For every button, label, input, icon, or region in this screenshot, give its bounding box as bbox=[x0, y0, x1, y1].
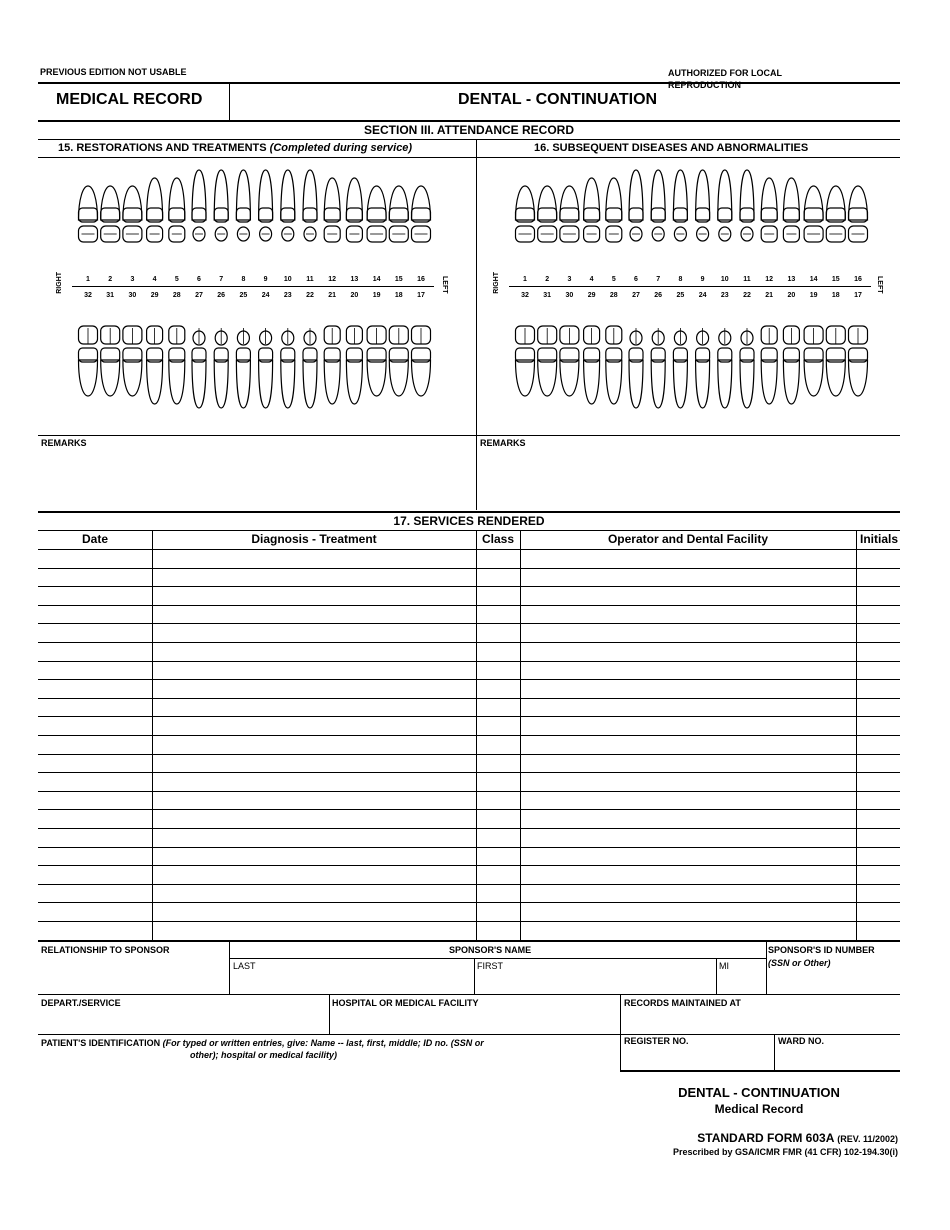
ward-label: WARD NO. bbox=[778, 1036, 824, 1046]
right-chart-upper-tooth-number: 15 bbox=[831, 276, 840, 283]
left-chart-upper-tooth-number: 13 bbox=[350, 276, 359, 283]
mi-field[interactable] bbox=[718, 972, 764, 992]
sponsor-name-rule bbox=[230, 958, 766, 959]
upper-tooth[interactable] bbox=[303, 170, 317, 241]
relationship-field[interactable] bbox=[40, 958, 226, 992]
service-row[interactable] bbox=[38, 699, 900, 716]
lower-tooth[interactable] bbox=[79, 326, 98, 396]
lower-tooth[interactable] bbox=[192, 328, 206, 408]
footer-divider-b bbox=[766, 942, 767, 994]
hospital-field[interactable] bbox=[332, 1010, 616, 1032]
mi-label: MI bbox=[719, 961, 729, 971]
left-chart-upper-tooth-number: 8 bbox=[241, 276, 246, 283]
service-row[interactable] bbox=[38, 810, 900, 827]
services-title: 17. SERVICES RENDERED bbox=[393, 514, 545, 528]
lower-tooth[interactable] bbox=[516, 326, 535, 396]
upper-tooth[interactable] bbox=[324, 178, 340, 242]
left-chart-upper-tooth-number: 2 bbox=[108, 276, 113, 283]
lower-tooth[interactable] bbox=[606, 326, 622, 404]
right-chart-upper-tooth-number: 1 bbox=[523, 276, 527, 283]
lower-tooth[interactable] bbox=[169, 326, 185, 404]
service-row[interactable] bbox=[38, 717, 900, 734]
left-chart-lower-tooth-number: 26 bbox=[217, 292, 226, 299]
footer-divider-g bbox=[774, 1034, 775, 1070]
service-row[interactable] bbox=[38, 829, 900, 846]
lower-tooth[interactable] bbox=[101, 326, 120, 396]
remarks-left-label: REMARKS bbox=[41, 438, 87, 448]
lower-tooth[interactable] bbox=[849, 326, 868, 396]
footer-divider-f bbox=[620, 994, 621, 1070]
patient-id-block bbox=[41, 1038, 484, 1048]
upper-tooth[interactable] bbox=[651, 170, 665, 241]
prescribed-label: Prescribed by GSA/ICMR FMR (41 CFR) 102-194.30(i) bbox=[672, 1147, 898, 1157]
lower-tooth[interactable] bbox=[236, 328, 250, 408]
right-chart-lower-tooth-number: 18 bbox=[831, 292, 840, 299]
lower-tooth[interactable] bbox=[538, 326, 557, 396]
lower-tooth[interactable] bbox=[346, 326, 362, 404]
lower-tooth[interactable] bbox=[740, 328, 754, 408]
left-chart-lower-tooth-number: 29 bbox=[150, 292, 159, 299]
service-row[interactable] bbox=[38, 885, 900, 902]
lower-tooth[interactable] bbox=[412, 326, 431, 396]
upper-tooth[interactable] bbox=[101, 186, 120, 242]
right-chart-lower-tooth-number: 27 bbox=[632, 292, 640, 299]
right-chart-upper-tooth-number: 4 bbox=[589, 276, 594, 283]
col-operator: Operator and Dental Facility bbox=[607, 532, 769, 546]
right-chart-lower-tooth-number: 24 bbox=[698, 292, 707, 299]
upper-tooth[interactable] bbox=[673, 170, 687, 241]
sponsor-id-note: (SSN or Other) bbox=[768, 958, 831, 968]
footer-divider-c bbox=[474, 958, 475, 994]
right-chart-upper-tooth-number: 5 bbox=[611, 276, 616, 283]
upper-tooth[interactable] bbox=[389, 186, 408, 242]
footer-divider-d bbox=[716, 958, 717, 994]
services-header-row bbox=[38, 531, 900, 549]
service-row[interactable] bbox=[38, 662, 900, 679]
left-chart-upper-tooth-number: 10 bbox=[283, 276, 292, 283]
patient-id-field[interactable] bbox=[40, 1064, 616, 1124]
relationship-label: RELATIONSHIP TO SPONSOR bbox=[41, 945, 170, 955]
left-chart-lower-tooth-number: 31 bbox=[106, 292, 115, 299]
upper-tooth[interactable] bbox=[147, 178, 163, 242]
upper-tooth[interactable] bbox=[849, 186, 868, 242]
upper-tooth[interactable] bbox=[804, 186, 823, 242]
lower-tooth[interactable] bbox=[367, 326, 386, 396]
left-chart-upper-tooth-number: 3 bbox=[130, 276, 135, 283]
right-chart-upper-tooth-number: 9 bbox=[700, 276, 705, 283]
right-chart-lower-tooth-number: 31 bbox=[543, 292, 552, 299]
right-chart-lower-tooth-number: 20 bbox=[787, 292, 796, 299]
upper-tooth[interactable] bbox=[629, 170, 643, 241]
restorations-note: (Completed during service) bbox=[269, 142, 413, 154]
right-label: RIGHT bbox=[56, 272, 63, 294]
left-chart-lower-tooth-number: 27 bbox=[195, 292, 203, 299]
upper-tooth[interactable] bbox=[259, 170, 273, 241]
left-chart-lower-tooth-number: 28 bbox=[172, 292, 181, 299]
header-top-rule bbox=[38, 82, 900, 84]
left-chart-upper-tooth-number: 6 bbox=[197, 276, 201, 283]
lower-tooth[interactable] bbox=[804, 326, 823, 396]
remarks-left-field[interactable] bbox=[40, 450, 472, 508]
right-chart-lower-tooth-number: 25 bbox=[676, 292, 685, 299]
patient-id-note-2: other); hospital or medical facility) bbox=[190, 1050, 338, 1060]
upper-tooth[interactable] bbox=[236, 170, 250, 241]
right-chart-lower-tooth-number: 21 bbox=[765, 292, 774, 299]
lower-tooth[interactable] bbox=[651, 328, 665, 408]
header-divider bbox=[229, 83, 230, 121]
lower-tooth[interactable] bbox=[826, 326, 845, 396]
right-chart-upper-tooth-number: 8 bbox=[678, 276, 683, 283]
register-field[interactable] bbox=[624, 1048, 770, 1068]
left-chart-upper-tooth-number: 16 bbox=[417, 276, 425, 283]
left-chart-lower-tooth-number: 30 bbox=[128, 292, 137, 299]
upper-tooth[interactable] bbox=[718, 170, 732, 241]
depart-field[interactable] bbox=[40, 1010, 326, 1032]
upper-tooth[interactable] bbox=[560, 186, 579, 242]
service-row[interactable] bbox=[38, 866, 900, 883]
upper-tooth[interactable] bbox=[584, 178, 600, 242]
right-chart-upper-tooth-number: 16 bbox=[854, 276, 862, 283]
col-class: Class bbox=[481, 532, 515, 546]
left-chart-upper-tooth-number: 15 bbox=[394, 276, 403, 283]
service-row[interactable] bbox=[38, 773, 900, 790]
footer-divider-e bbox=[329, 994, 330, 1034]
first-name-field[interactable] bbox=[478, 972, 712, 992]
section-title: SECTION III. ATTENDANCE RECORD bbox=[363, 123, 574, 137]
left-chart-lower-tooth-number: 25 bbox=[239, 292, 248, 299]
right-chart-upper-tooth-number: 10 bbox=[720, 276, 729, 283]
upper-tooth[interactable] bbox=[214, 170, 228, 241]
left-chart-upper-tooth-number: 14 bbox=[372, 276, 381, 283]
upper-tooth[interactable] bbox=[367, 186, 386, 242]
services-top-rule bbox=[38, 511, 900, 513]
service-row[interactable] bbox=[38, 550, 900, 567]
left-chart-lower-tooth-number: 32 bbox=[84, 292, 92, 299]
right-chart-lower-tooth-number: 23 bbox=[720, 292, 729, 299]
section-rule bbox=[38, 139, 900, 140]
left-chart-upper-tooth-number: 1 bbox=[86, 276, 90, 283]
upper-tooth[interactable] bbox=[169, 178, 185, 242]
service-row[interactable] bbox=[38, 755, 900, 772]
lower-tooth[interactable] bbox=[761, 326, 777, 404]
lower-tooth[interactable] bbox=[629, 328, 643, 408]
upper-tooth[interactable] bbox=[696, 170, 710, 241]
service-row[interactable] bbox=[38, 736, 900, 753]
lower-tooth[interactable] bbox=[584, 326, 600, 404]
standard-form-line bbox=[697, 1131, 898, 1145]
left-chart-lower-tooth-number: 22 bbox=[306, 292, 314, 299]
service-row[interactable] bbox=[38, 922, 900, 939]
lower-tooth[interactable] bbox=[259, 328, 273, 408]
lower-tooth[interactable] bbox=[783, 326, 799, 404]
records-at-field[interactable] bbox=[624, 1010, 898, 1032]
footer-rule-2 bbox=[38, 1034, 900, 1035]
tooth-number-rule bbox=[72, 286, 434, 287]
right-chart-lower-tooth-number: 29 bbox=[587, 292, 596, 299]
header-bottom-rule bbox=[38, 120, 900, 122]
right-chart-upper-tooth-number: 12 bbox=[765, 276, 774, 283]
register-label: REGISTER NO. bbox=[624, 1036, 689, 1046]
right-chart-upper-tooth-number: 6 bbox=[634, 276, 638, 283]
upper-tooth[interactable] bbox=[761, 178, 777, 242]
medical-record-label: MEDICAL RECORD bbox=[56, 91, 203, 108]
services-bottom-rule bbox=[38, 940, 900, 942]
upper-tooth[interactable] bbox=[123, 186, 142, 242]
hospital-label: HOSPITAL OR MEDICAL FACILITY bbox=[332, 998, 479, 1008]
right-chart-upper-tooth-number: 2 bbox=[545, 276, 550, 283]
left-chart-lower-tooth-number: 18 bbox=[394, 292, 403, 299]
depart-label: DEPART./SERVICE bbox=[41, 998, 121, 1008]
right-chart-lower-tooth-number: 26 bbox=[654, 292, 663, 299]
lower-tooth[interactable] bbox=[324, 326, 340, 404]
upper-tooth[interactable] bbox=[538, 186, 557, 242]
left-chart-lower-tooth-number: 23 bbox=[283, 292, 292, 299]
records-at-label: RECORDS MAINTAINED AT bbox=[624, 998, 741, 1008]
last-label: LAST bbox=[233, 961, 256, 971]
lower-tooth[interactable] bbox=[303, 328, 317, 408]
bottom-title: DENTAL - CONTINUATION bbox=[678, 1085, 840, 1100]
right-chart-lower-tooth-number: 30 bbox=[565, 292, 574, 299]
upper-tooth[interactable] bbox=[516, 186, 535, 242]
sponsor-id-field[interactable] bbox=[768, 972, 898, 992]
left-chart-lower-tooth-number: 17 bbox=[417, 292, 425, 299]
lower-tooth[interactable] bbox=[214, 328, 228, 408]
standard-form-label: STANDARD FORM 603A bbox=[697, 1131, 834, 1145]
right-chart-upper-tooth-number: 13 bbox=[787, 276, 796, 283]
bottom-subtitle: Medical Record bbox=[714, 1102, 804, 1116]
left-chart-lower-tooth-number: 20 bbox=[350, 292, 359, 299]
left-chart-lower-tooth-number: 21 bbox=[328, 292, 337, 299]
left-chart-upper-tooth-number: 12 bbox=[328, 276, 337, 283]
left-chart-upper-tooth-number: 4 bbox=[152, 276, 157, 283]
upper-tooth[interactable] bbox=[826, 186, 845, 242]
left-chart-upper-tooth-number: 9 bbox=[263, 276, 268, 283]
left-label-2: LEFT bbox=[876, 276, 883, 294]
patient-id-label: PATIENT'S IDENTIFICATION bbox=[41, 1038, 161, 1048]
form-title: DENTAL - CONTINUATION bbox=[458, 91, 658, 108]
right-chart-lower-tooth-number: 19 bbox=[809, 292, 818, 299]
revision-label: (REV. 11/2002) bbox=[837, 1134, 898, 1144]
first-label: FIRST bbox=[477, 961, 503, 971]
remarks-rule bbox=[38, 435, 900, 436]
left-chart-lower-tooth-number: 24 bbox=[261, 292, 270, 299]
ward-field[interactable] bbox=[778, 1048, 898, 1068]
upper-tooth[interactable] bbox=[783, 178, 799, 242]
service-row[interactable] bbox=[38, 569, 900, 586]
left-label: LEFT bbox=[441, 276, 448, 294]
chart-top-rule bbox=[38, 157, 900, 158]
service-row[interactable] bbox=[38, 903, 900, 920]
restorations-title bbox=[58, 142, 412, 154]
authorized-note: AUTHORIZED FOR LOCAL REPRODUCTION bbox=[668, 68, 782, 90]
upper-tooth[interactable] bbox=[346, 178, 362, 242]
sponsor-name-label: SPONSOR'S NAME bbox=[449, 945, 532, 955]
lower-tooth[interactable] bbox=[673, 328, 687, 408]
service-row[interactable] bbox=[38, 624, 900, 641]
right-chart-upper-tooth-number: 3 bbox=[567, 276, 572, 283]
right-label-2: RIGHT bbox=[493, 272, 500, 294]
previous-edition-note: PREVIOUS EDITION NOT USABLE bbox=[40, 67, 187, 77]
diseases-title: 16. SUBSEQUENT DISEASES AND ABNORMALITIES bbox=[534, 142, 809, 154]
right-chart-lower-tooth-number: 32 bbox=[521, 292, 529, 299]
col-date: Date bbox=[81, 532, 108, 546]
patient-id-note-1: (For typed or written entries, give: Name -- last, first, middle; ID no. (SSN or bbox=[162, 1038, 484, 1048]
service-row[interactable] bbox=[38, 643, 900, 660]
restorations-label: 15. RESTORATIONS AND TREATMENTS bbox=[58, 142, 267, 154]
lower-tooth[interactable] bbox=[696, 328, 710, 408]
right-chart-upper-tooth-number: 14 bbox=[809, 276, 818, 283]
footer-divider-a bbox=[229, 942, 230, 994]
lower-tooth[interactable] bbox=[389, 326, 408, 396]
footer-rule-3 bbox=[620, 1070, 900, 1072]
right-chart-upper-tooth-number: 11 bbox=[743, 276, 751, 283]
lower-tooth[interactable] bbox=[123, 326, 142, 396]
upper-tooth[interactable] bbox=[192, 170, 206, 241]
upper-tooth[interactable] bbox=[606, 178, 622, 242]
right-chart-lower-tooth-number: 22 bbox=[743, 292, 751, 299]
right-chart-lower-tooth-number: 28 bbox=[609, 292, 618, 299]
service-row[interactable] bbox=[38, 680, 900, 697]
right-chart-lower-tooth-number: 17 bbox=[854, 292, 862, 299]
remarks-right-label: REMARKS bbox=[480, 438, 526, 448]
right-chart-upper-tooth-number: 7 bbox=[656, 276, 661, 283]
service-row[interactable] bbox=[38, 792, 900, 809]
lower-tooth[interactable] bbox=[718, 328, 732, 408]
upper-tooth[interactable] bbox=[740, 170, 754, 241]
col-diagnosis: Diagnosis - Treatment bbox=[251, 532, 377, 546]
service-row[interactable] bbox=[38, 848, 900, 865]
lower-tooth[interactable] bbox=[281, 328, 295, 408]
upper-tooth[interactable] bbox=[79, 186, 98, 242]
left-chart-upper-tooth-number: 5 bbox=[174, 276, 179, 283]
col-initials: Initials bbox=[859, 532, 898, 546]
upper-tooth[interactable] bbox=[281, 170, 295, 241]
upper-tooth[interactable] bbox=[412, 186, 431, 242]
service-row[interactable] bbox=[38, 606, 900, 623]
lower-tooth[interactable] bbox=[147, 326, 163, 404]
tooth-number-rule-2 bbox=[509, 286, 871, 287]
lower-tooth[interactable] bbox=[560, 326, 579, 396]
chart-center-divider bbox=[476, 140, 477, 510]
left-chart-upper-tooth-number: 7 bbox=[219, 276, 224, 283]
remarks-right-field[interactable] bbox=[480, 450, 898, 508]
left-chart-lower-tooth-number: 19 bbox=[372, 292, 381, 299]
footer-rule-1 bbox=[38, 994, 900, 995]
left-chart-upper-tooth-number: 11 bbox=[306, 276, 314, 283]
sponsor-id-label: SPONSOR'S ID NUMBER bbox=[768, 945, 875, 955]
service-row[interactable] bbox=[38, 587, 900, 604]
last-name-field[interactable] bbox=[232, 972, 470, 992]
